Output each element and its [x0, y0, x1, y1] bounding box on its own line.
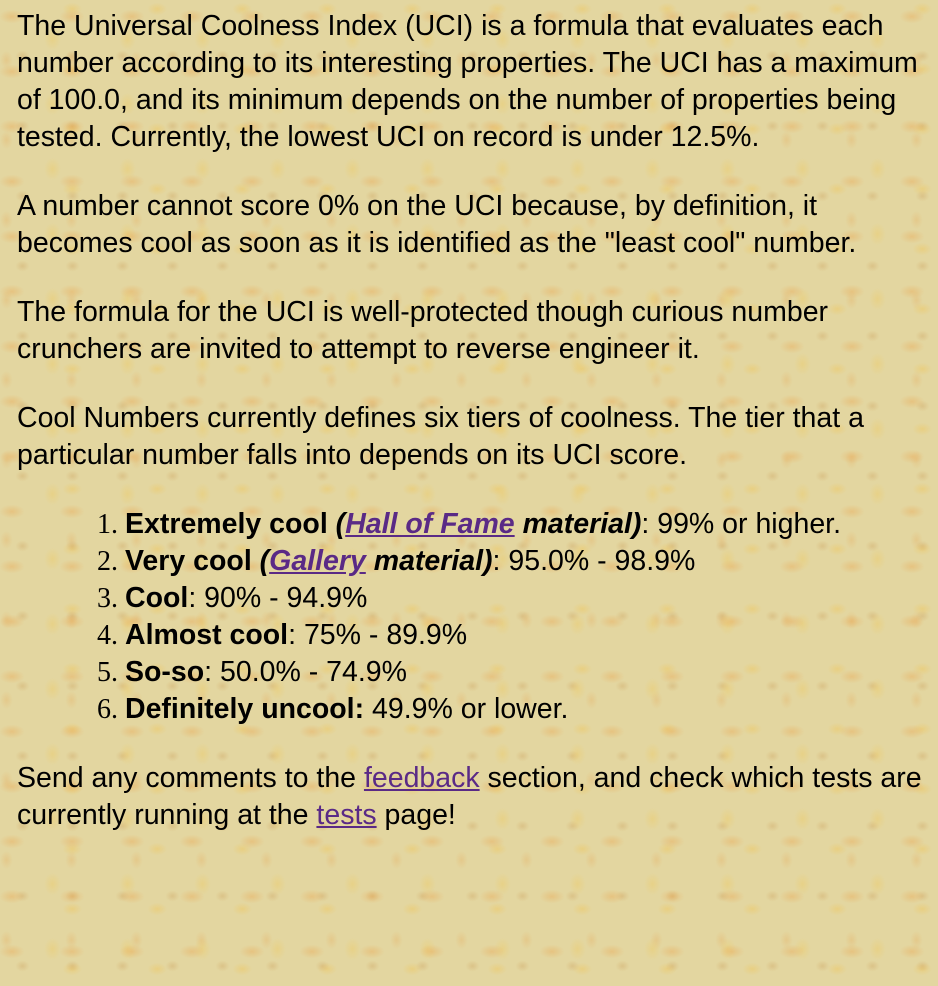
list-number: 1.	[97, 509, 125, 540]
tier-range: : 75% - 89.9%	[288, 619, 468, 651]
list-item	[97, 506, 922, 543]
list-item	[97, 580, 922, 617]
closing-text: Send any comments to the	[17, 762, 364, 794]
tier-name: Very cool	[125, 545, 252, 577]
tier-name: Extremely cool	[125, 508, 328, 540]
list-item	[97, 543, 922, 580]
closing-paragraph	[17, 760, 922, 834]
tier-material: material)	[365, 545, 493, 577]
article-content	[17, 8, 922, 866]
tier-range: 49.9% or lower.	[364, 693, 569, 725]
list-item	[97, 691, 922, 728]
tier-range: : 95.0% - 98.9%	[492, 545, 696, 577]
tier-range: : 50.0% - 74.9%	[204, 656, 407, 688]
closing-text: section, and check which tests are currently running at the	[17, 762, 922, 831]
list-number: 3.	[97, 583, 125, 614]
tier-material: material)	[514, 508, 642, 540]
tiers-intro-paragraph: Cool Numbers currently defines six tiers of coolness. The tier that a particular number falls into depends on its UCI score.	[17, 402, 864, 471]
zero-score-paragraph: A number cannot score 0% on the UCI because, by definition, it becomes cool as soon as it is identified as the "least cool" number.	[17, 190, 857, 259]
list-number: 4.	[97, 620, 125, 651]
tier-paren: (	[327, 508, 346, 540]
tier-range: : 99% or higher.	[641, 508, 842, 540]
tier-name: Definitely uncool:	[125, 693, 365, 725]
feedback-link[interactable]: feedback	[363, 762, 480, 794]
hall-of-fame-link[interactable]: Hall of Fame	[345, 508, 515, 540]
tier-name: Cool	[125, 582, 189, 614]
list-item	[97, 617, 922, 654]
intro-paragraph: The Universal Coolness Index (UCI) is a formula that evaluates each number according to its interesting properties. The UCI has a maximum of 100.0, and its minimum depends on the number of properties being tested. Currently, the lowest UCI on record is under 12.5%.	[17, 10, 918, 153]
tier-range: : 90% - 94.9%	[188, 582, 368, 614]
formula-paragraph: The formula for the UCI is well-protected though curious number crunchers are invited to attempt to reverse engineer it.	[17, 296, 829, 365]
closing-text: page!	[376, 799, 456, 831]
tier-name: So-so	[125, 656, 205, 688]
list-number: 5.	[97, 657, 125, 688]
list-number: 6.	[97, 694, 125, 725]
list-item	[97, 654, 922, 691]
tier-list	[17, 506, 922, 728]
tests-link[interactable]: tests	[316, 799, 377, 831]
gallery-link[interactable]: Gallery	[269, 545, 366, 577]
tier-name: Almost cool	[125, 619, 289, 651]
tier-paren: (	[251, 545, 270, 577]
list-number: 2.	[97, 546, 125, 577]
